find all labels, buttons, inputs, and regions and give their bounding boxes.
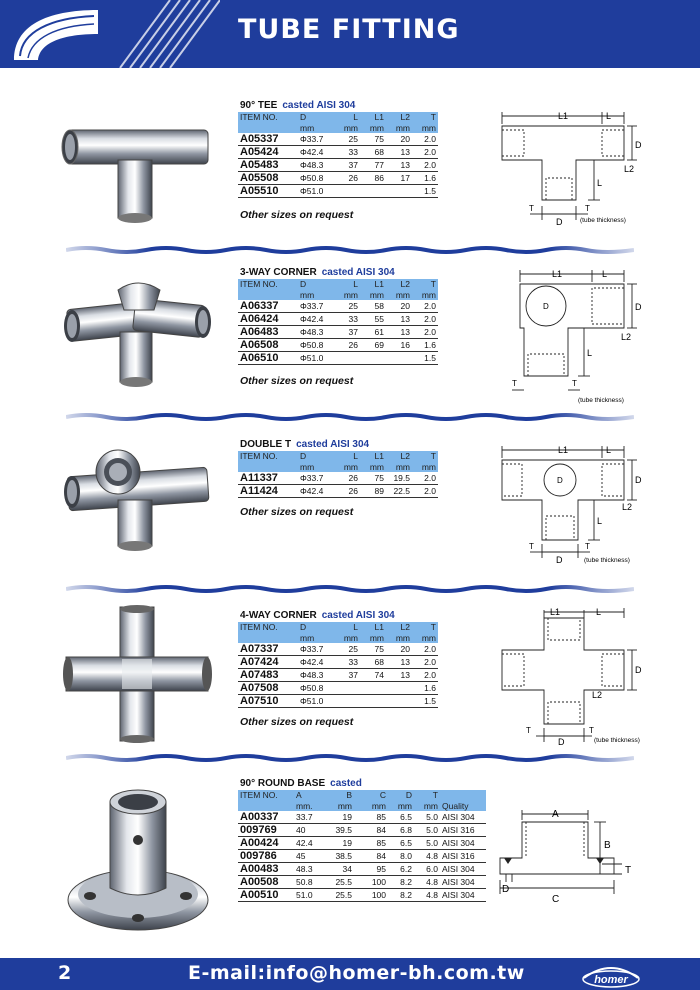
table-row: A00510 51.0 25.5 100 8.2 4.8 AISI 304	[238, 889, 486, 902]
table-row: 009769 40 39.5 84 6.8 5.0 AISI 316	[238, 824, 486, 837]
svg-text:D: D	[556, 217, 563, 227]
svg-text:T: T	[526, 726, 531, 735]
table-row: A07483 Φ48.3 37 74 13 2.0	[240, 669, 436, 682]
svg-text:L: L	[597, 516, 603, 526]
header-stripes-decoration	[110, 0, 220, 68]
round-base-photo	[58, 778, 218, 943]
svg-text:D: D	[635, 475, 642, 485]
table-row: A06424 Φ42.4 33 55 13 2.0	[240, 313, 436, 326]
section-divider	[66, 244, 634, 256]
double-t-dimension-diagram	[492, 442, 652, 566]
svg-text:T: T	[625, 865, 632, 876]
svg-text:T: T	[529, 542, 534, 551]
table-row: A07510 Φ51.0 1.5	[240, 695, 436, 708]
svg-text:D: D	[543, 302, 549, 311]
svg-text:L2: L2	[622, 502, 633, 512]
svg-text:(tube thickness): (tube thickness)	[584, 557, 630, 564]
section-divider	[66, 752, 634, 764]
svg-text:(tube thickness): (tube thickness)	[580, 217, 626, 224]
svg-text:T: T	[589, 726, 594, 735]
contact-email[interactable]: E-mail:info@homer-bh.com.tw	[188, 962, 525, 984]
svg-text:L1: L1	[558, 111, 569, 121]
note-text: Other sizes on request	[240, 375, 354, 387]
note-text: Other sizes on request	[240, 506, 354, 518]
round-base-dimension-diagram	[492, 806, 652, 910]
product-title: 90° ROUND BASE casted	[240, 778, 362, 789]
svg-text:L2: L2	[621, 332, 632, 342]
table-row: A06508 Φ50.8 26 69 16 1.6	[240, 339, 436, 352]
spec-table: ITEM NO. A B C D T mm. mm mm mm mm Quality A00337 33.7 19 85 6.5 5.0 AISI 304 009769 40 39.5 84 6.8 5.0 AISI 316 A00424 42.4 19 85 6.5 5.0 AISI 304 009786 45 38.5 84 8.0 4.8 AISI 316 A00483 48.3 34 95 6.2 6.0 AISI 304 A00508 50.8 25.5 100 8.2 4.8 AISI 304 A00510 51.0 25.5 100 8.2 4.8 AISI 304	[238, 790, 486, 902]
svg-text:(tube thickness): (tube thickness)	[578, 397, 624, 404]
page-title: TUBE FITTING	[238, 14, 460, 45]
svg-text:L1: L1	[550, 607, 561, 617]
svg-text:T: T	[572, 379, 577, 388]
spec-table: ITEM NO. D L L1 L2 T mm mm mm mm mm A05337 Φ33.7 25 75 20 2.0 A05424 Φ42.4 33 68 13 2.0 A05483 Φ48.3 37 77 13 2.0 A05508 Φ50.8 26 86 17 1.6 A05510 Φ51.0 1.5	[240, 112, 436, 198]
svg-text:D: D	[556, 555, 563, 565]
svg-text:L: L	[606, 445, 612, 455]
svg-text:L1: L1	[552, 269, 563, 279]
table-row: A06510 Φ51.0 1.5	[240, 352, 436, 365]
spec-table: ITEM NO. D L L1 L2 T mm mm mm mm mm A06337 Φ33.7 25 58 20 2.0 A06424 Φ42.4 33 55 13 2.0 A06483 Φ48.3 37 61 13 2.0 A06508 Φ50.8 26 69 16 1.6 A06510 Φ51.0 1.5	[240, 279, 436, 365]
four-way-dimension-diagram	[492, 606, 652, 746]
svg-text:B: B	[604, 840, 611, 851]
svg-text:T: T	[585, 542, 590, 551]
svg-text:L: L	[602, 269, 608, 279]
svg-text:L2: L2	[592, 690, 603, 700]
svg-text:homer: homer	[594, 974, 628, 986]
svg-text:T: T	[585, 204, 590, 213]
tee-dimension-diagram	[492, 108, 652, 230]
tee-photo	[58, 100, 218, 230]
svg-text:(tube thickness): (tube thickness)	[594, 737, 640, 744]
corner-photo	[58, 268, 218, 393]
table-row: A00483 48.3 34 95 6.2 6.0 AISI 304	[238, 863, 486, 876]
table-row: A00508 50.8 25.5 100 8.2 4.8 AISI 304	[238, 876, 486, 889]
table-row: A06337 Φ33.7 25 58 20 2.0	[240, 300, 436, 313]
product-title: DOUBLE T casted AISI 304	[240, 439, 370, 450]
svg-text:D: D	[635, 140, 642, 150]
product-title: 90° TEE casted AISI 304	[240, 100, 356, 111]
table-row: A05424 Φ42.4 33 68 13 2.0	[240, 146, 436, 159]
table-row: A00337 33.7 19 85 6.5 5.0 AISI 304	[238, 811, 486, 824]
product-title: 4-WAY CORNER casted AISI 304	[240, 610, 395, 621]
corner-dimension-diagram	[492, 266, 652, 406]
page-footer	[0, 958, 700, 990]
spec-table: ITEM NO. D L L1 L2 T mm mm mm mm mm A11337 Φ33.7 26 75 19.5 2.0 A11424 Φ42.4 26 89 22.5 2.0	[240, 451, 436, 498]
homer-logo	[580, 960, 642, 988]
svg-text:D: D	[502, 884, 510, 895]
table-row: A05483 Φ48.3 37 77 13 2.0	[240, 159, 436, 172]
table-row: A05510 Φ51.0 1.5	[240, 185, 436, 198]
svg-text:L2: L2	[624, 164, 635, 174]
svg-text:L: L	[587, 348, 593, 358]
table-row: A07337 Φ33.7 25 75 20 2.0	[240, 643, 436, 656]
note-text: Other sizes on request	[240, 209, 354, 221]
svg-text:L1: L1	[558, 445, 569, 455]
table-row: A11337 Φ33.7 26 75 19.5 2.0	[240, 472, 436, 485]
svg-text:L: L	[596, 607, 602, 617]
svg-text:L: L	[606, 111, 612, 121]
svg-text:L: L	[597, 178, 603, 188]
table-row: A00424 42.4 19 85 6.5 5.0 AISI 304	[238, 837, 486, 850]
svg-text:D: D	[558, 737, 565, 746]
table-row: A07424 Φ42.4 33 68 13 2.0	[240, 656, 436, 669]
note-text: Other sizes on request	[240, 716, 354, 728]
product-title: 3-WAY CORNER casted AISI 304	[240, 267, 395, 278]
svg-text:T: T	[529, 204, 534, 213]
double-t-photo	[58, 432, 218, 562]
section-divider	[66, 411, 634, 423]
svg-text:C: C	[552, 894, 560, 905]
elbow-icon	[6, 4, 116, 66]
table-row: A05508 Φ50.8 26 86 17 1.6	[240, 172, 436, 185]
spec-table: ITEM NO. D L L1 L2 T mm mm mm mm mm A07337 Φ33.7 25 75 20 2.0 A07424 Φ42.4 33 68 13 2.0 A07483 Φ48.3 37 74 13 2.0 A07508 Φ50.8 1.6 A07510 Φ51.0 1.5	[240, 622, 436, 708]
four-way-photo	[58, 605, 218, 745]
table-row: 009786 45 38.5 84 8.0 4.8 AISI 316	[238, 850, 486, 863]
page-number: 2	[58, 962, 72, 984]
section-divider	[66, 583, 634, 595]
svg-text:D: D	[635, 665, 642, 675]
svg-text:T: T	[512, 379, 517, 388]
svg-text:A: A	[552, 809, 559, 820]
table-row: A11424 Φ42.4 26 89 22.5 2.0	[240, 485, 436, 498]
page-header	[0, 0, 700, 68]
table-row: A06483 Φ48.3 37 61 13 2.0	[240, 326, 436, 339]
table-row: A05337 Φ33.7 25 75 20 2.0	[240, 133, 436, 146]
table-row: A07508 Φ50.8 1.6	[240, 682, 436, 695]
svg-text:D: D	[635, 302, 642, 312]
svg-text:D: D	[557, 476, 563, 485]
